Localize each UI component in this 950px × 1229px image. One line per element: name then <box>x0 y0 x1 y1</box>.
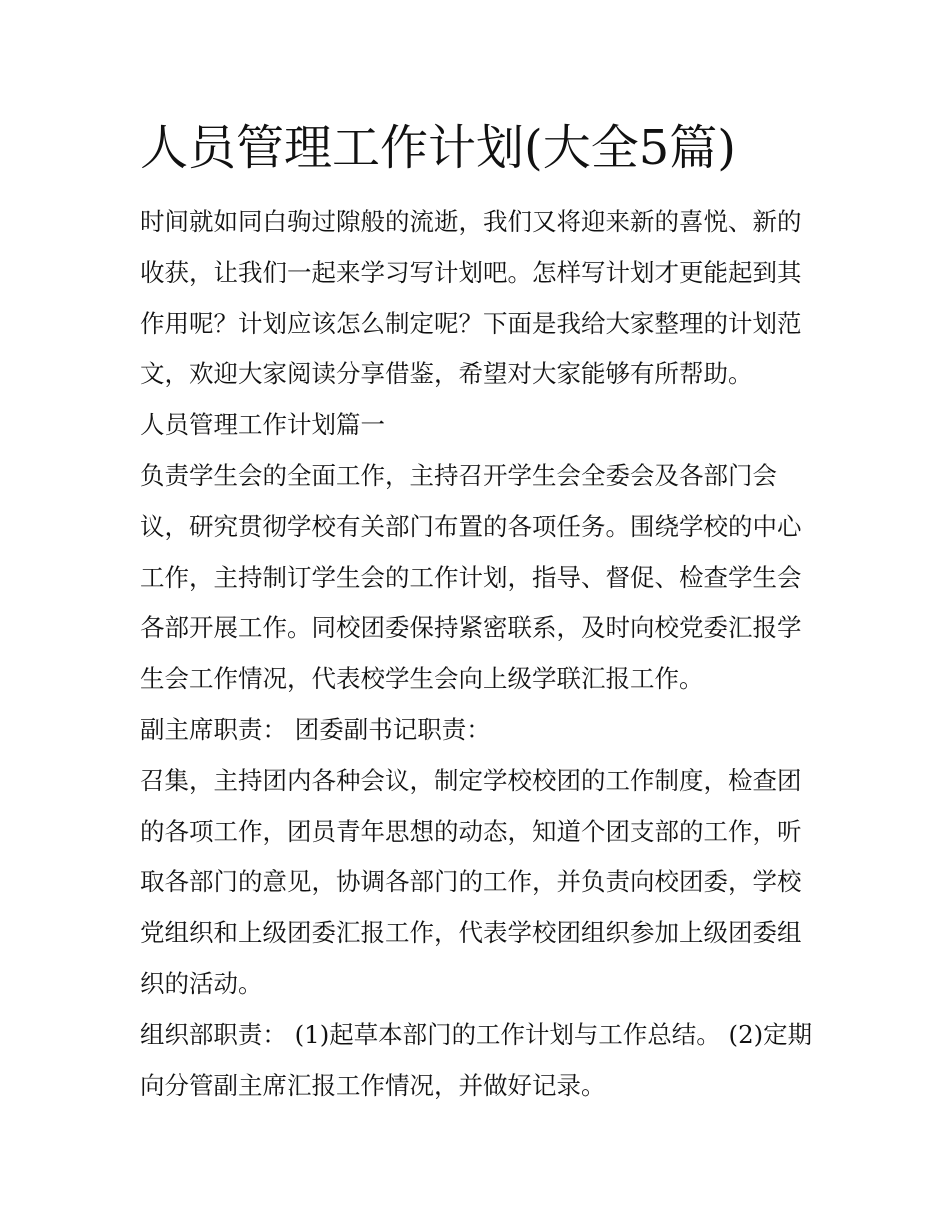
text-line: 各部开展工作。同校团委保持紧密联系，及时向校党委汇报学 <box>140 613 802 643</box>
text-line: 召集，主持团内各种会议，制定学校校团的工作制度，检查团 <box>140 765 802 795</box>
text-line: 议，研究贯彻学校有关部门布置的各项任务。围绕学校的中心 <box>140 511 802 541</box>
text-line: 织的活动。 <box>140 968 263 998</box>
text-line: 副主席职责： 团委副书记职责： <box>140 714 491 744</box>
text-line: 收获，让我们一起来学习写计划吧。怎样写计划才更能起到其 <box>140 257 802 287</box>
text-line: 文，欢迎大家阅读分享借鉴，希望对大家能够有所帮助。 <box>140 359 753 389</box>
text-line: 取各部门的意见，协调各部门的工作，并负责向校团委，学校 <box>140 867 802 897</box>
section-heading: 人员管理工作计划篇一 <box>140 410 385 440</box>
document-title: 人员管理工作计划(大全5篇) <box>140 120 736 176</box>
text-line: 负责学生会的全面工作，主持召开学生会全委会及各部门会 <box>140 460 777 490</box>
text-line: 的各项工作，团员青年思想的动态，知道个团支部的工作，听 <box>140 816 802 846</box>
text-line: 工作，主持制订学生会的工作计划，指导、督促、检查学生会 <box>140 562 802 592</box>
text-line: 党组织和上级团委汇报工作，代表学校团组织参加上级团委组 <box>140 918 802 948</box>
text-line: 组织部职责： (1)起草本部门的工作计划与工作总结。 (2)定期 <box>140 1019 813 1049</box>
text-line: 时间就如同白驹过隙般的流逝，我们又将迎来新的喜悦、新的 <box>140 207 802 236</box>
document-body <box>140 197 820 1111</box>
text-line: 作用呢？计划应该怎么制定呢？下面是我给大家整理的计划范 <box>140 308 802 338</box>
text-line: 向分管副主席汇报工作情况，并做好记录。 <box>140 1070 606 1100</box>
text-line: 生会工作情况，代表校学生会向上级学联汇报工作。 <box>140 664 704 694</box>
